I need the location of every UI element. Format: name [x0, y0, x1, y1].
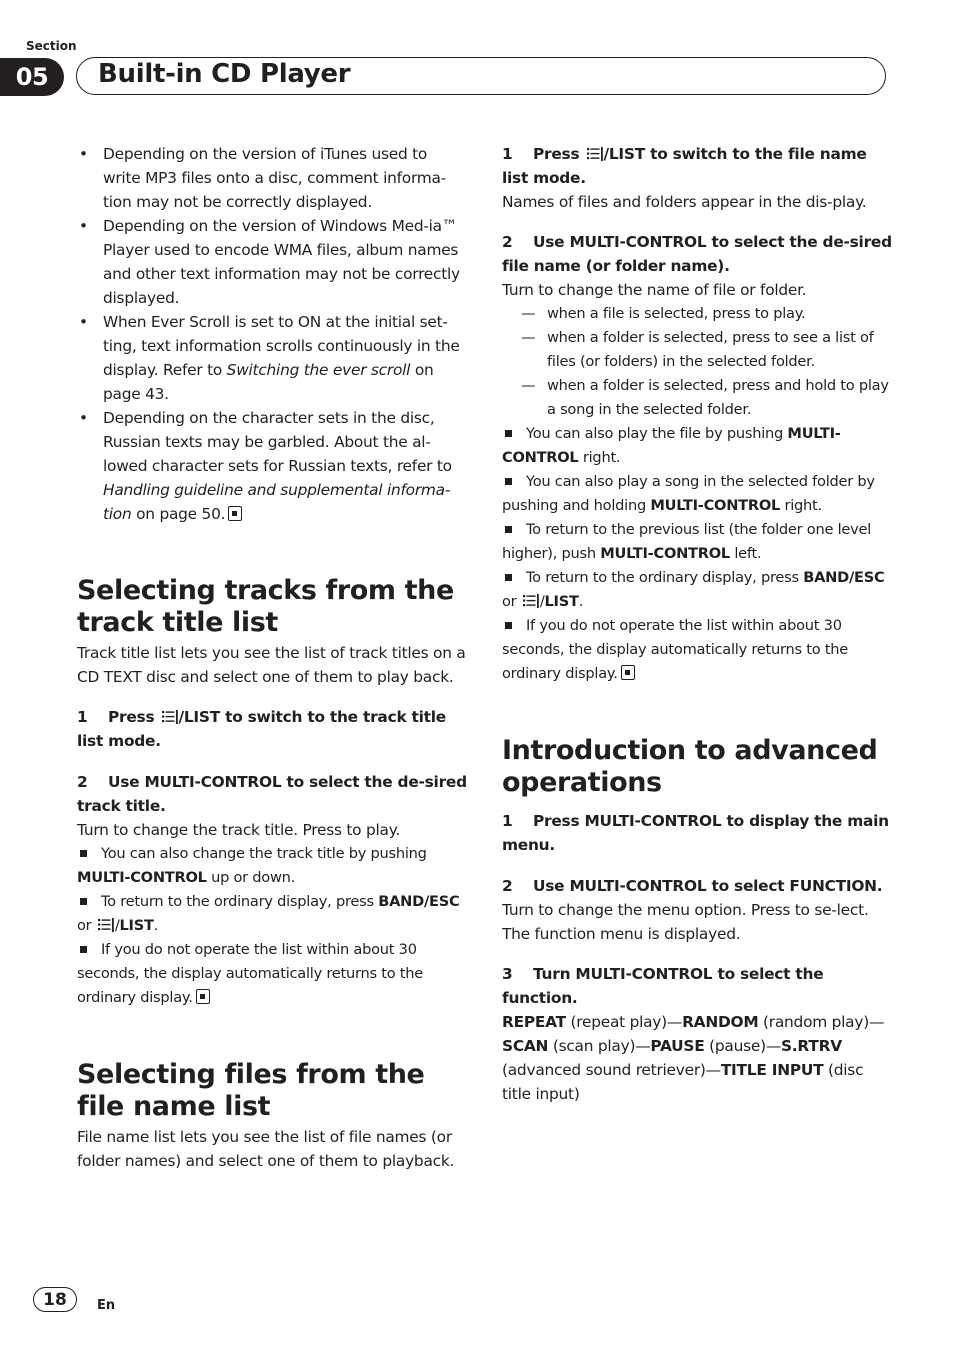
- section-heading-advanced-operations: Introduction to advanced operations: [502, 735, 878, 798]
- left-column: [77, 142, 467, 1173]
- dash-item: — when a folder is selected, press to see a list of files (or folders) in the selected folder.: [502, 326, 892, 374]
- section-label: Section: [26, 39, 77, 53]
- step-2-description: Turn to change the track title. Press to play.: [77, 821, 401, 839]
- note-square-icon: [80, 898, 87, 905]
- note-item: If you do not operate the list within about 30 seconds, the display automatically returns to the ordinary display.: [77, 941, 423, 1006]
- section-intro: Track title list lets you see the list of track titles on a CD TEXT disc and select one of them to play back.: [77, 644, 466, 686]
- note-item: You can also play the file by pushing MULTI-CONTROL right.: [502, 425, 841, 466]
- note-square-icon: [505, 478, 512, 485]
- list-icon: [587, 147, 603, 161]
- step-1: 1 Press /LIST to switch to the file name list mode.: [502, 145, 867, 187]
- section-heading-file-name-list: Selecting files from the file name list: [77, 1059, 425, 1122]
- step-1: 1 Press /LIST to switch to the track title list mode.: [77, 708, 446, 750]
- right-column: [502, 142, 892, 1106]
- list-icon: [523, 594, 539, 608]
- bullet-item: • Depending on the character sets in the disc, Russian texts may be garbled. About the al-lowed character sets for Russian texts, refer to Handling guideline and supplemental informa-tion on page 50.: [77, 406, 467, 526]
- note-item: If you do not operate the list within about 30 seconds, the display automatically returns to the ordinary display.: [502, 617, 848, 682]
- step-2: 2 Use MULTI-CONTROL to select the de-sired track title.: [77, 773, 467, 815]
- note-square-icon: [80, 946, 87, 953]
- notes-bullet-list: [77, 142, 467, 526]
- section-number-tab: 05: [0, 58, 64, 96]
- step-2-result: The function menu is displayed.: [502, 925, 741, 943]
- note-square-icon: [505, 430, 512, 437]
- step-2-description: Turn to change the name of file or folder.: [502, 281, 807, 299]
- note-item: To return to the ordinary display, press BAND/ESC or /LIST.: [77, 893, 460, 934]
- cross-reference: Handling guideline and supplemental informa-tion: [103, 481, 451, 523]
- step-1: 1 Press MULTI-CONTROL to display the main menu.: [502, 812, 889, 854]
- section-heading-track-title-list: Selecting tracks from the track title list: [77, 575, 454, 638]
- note-item: You can also change the track title by pushing MULTI-CONTROL up or down.: [77, 845, 427, 886]
- list-icon: [162, 710, 178, 724]
- step-3: 3 Turn MULTI-CONTROL to select the function.: [502, 965, 824, 1007]
- bullet-item: • Depending on the version of Windows Med-ia™ Player used to encode WMA files, album names and other text information may not be correctly displayed.: [77, 214, 467, 310]
- end-mark-icon: [196, 989, 210, 1004]
- dash-item: — when a folder is selected, press and hold to play a song in the selected folder.: [502, 374, 892, 422]
- note-item: To return to the ordinary display, press BAND/ESC or /LIST.: [502, 569, 885, 610]
- bullet-item: • Depending on the version of iTunes used to write MP3 files onto a disc, comment informa-tion may not be correctly displayed.: [77, 142, 467, 214]
- step-1-description: Names of files and folders appear in the dis-play.: [502, 193, 867, 211]
- note-square-icon: [505, 622, 512, 629]
- step-2: 2 Use MULTI-CONTROL to select FUNCTION.: [502, 877, 883, 895]
- language-label: En: [97, 1298, 116, 1313]
- cross-reference: Switching the ever scroll: [226, 361, 411, 379]
- step-2: 2 Use MULTI-CONTROL to select the de-sired file name (or folder name).: [502, 233, 892, 275]
- end-mark-icon: [228, 506, 242, 521]
- chapter-title: Built-in CD Player: [98, 59, 351, 89]
- step-2-description: Turn to change the menu option. Press to se-lect.: [502, 901, 869, 919]
- function-list: REPEAT (repeat play)—RANDOM (random play)—SCAN (scan play)—PAUSE (pause)—S.RTRV (advanced sound retriever)—TITLE INPUT (disc title input): [502, 1013, 885, 1103]
- section-intro: File name list lets you see the list of file names (or folder names) and select one of them to playback.: [77, 1128, 455, 1170]
- note-square-icon: [505, 526, 512, 533]
- dash-item: — when a file is selected, press to play.: [502, 302, 892, 326]
- note-square-icon: [80, 850, 87, 857]
- note-item: You can also play a song in the selected folder by pushing and holding MULTI-CONTROL right.: [502, 473, 875, 514]
- bullet-item: • When Ever Scroll is set to ON at the initial set-ting, text information scrolls continuously in the display. Refer to Switching the ever scroll on page 43.: [77, 310, 467, 406]
- note-square-icon: [505, 574, 512, 581]
- dash-list: [502, 302, 892, 422]
- page-number: 18: [33, 1287, 77, 1312]
- list-icon: [98, 918, 114, 932]
- end-mark-icon: [621, 665, 635, 680]
- note-item: To return to the previous list (the folder one level higher), push MULTI-CONTROL left.: [502, 521, 872, 562]
